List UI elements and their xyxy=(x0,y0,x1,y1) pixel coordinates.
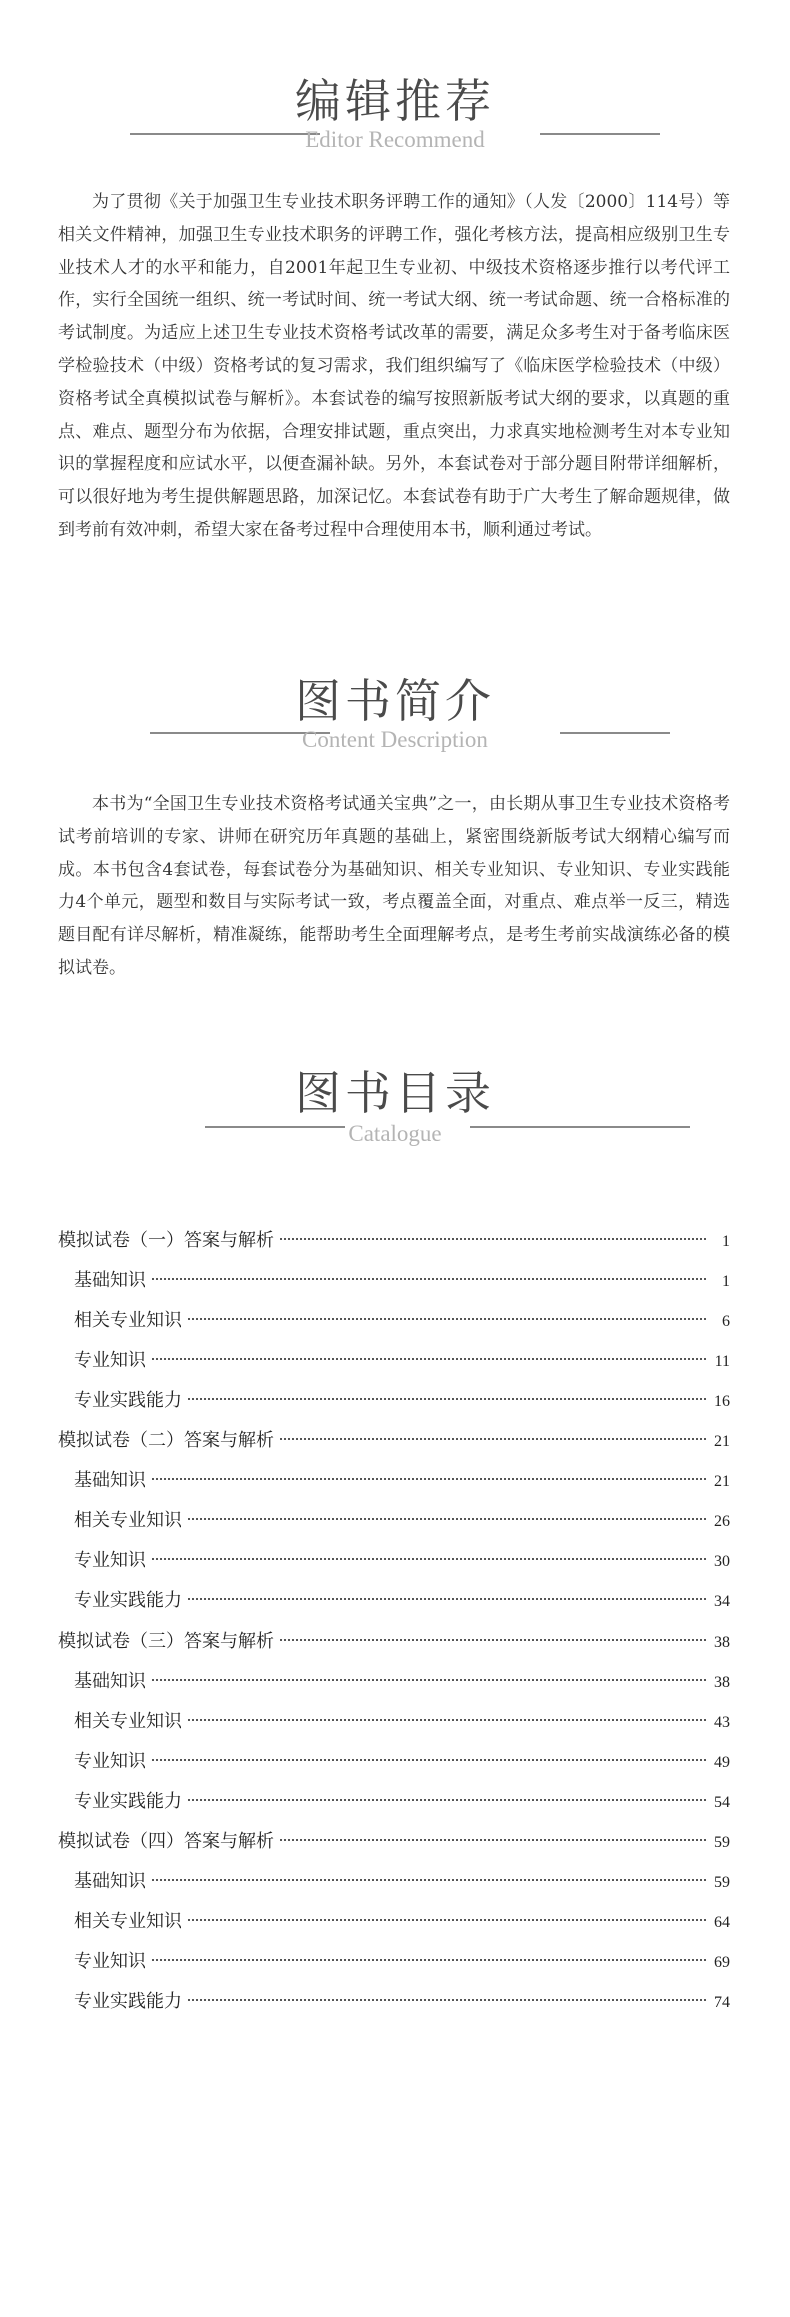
toc-leader-dots xyxy=(152,1679,706,1681)
toc-page-number: 38 xyxy=(714,1633,730,1651)
toc-leader-dots xyxy=(188,1799,706,1801)
toc-leader-dots xyxy=(280,1238,706,1240)
toc-leader-dots xyxy=(152,1558,706,1560)
toc-page-number: 64 xyxy=(714,1913,730,1931)
section-subtitle: Catalogue xyxy=(348,1121,442,1146)
toc-page-number: 6 xyxy=(722,1313,730,1331)
catalogue-header xyxy=(0,1052,790,1172)
toc-section-row xyxy=(74,1468,730,1494)
toc-leader-dots xyxy=(152,1879,706,1881)
toc-entry-label: 模拟试卷（三）答案与解析 xyxy=(58,1630,274,1652)
toc-entry-label: 模拟试卷（四）答案与解析 xyxy=(58,1830,274,1852)
toc-page-number: 11 xyxy=(714,1353,730,1371)
toc-leader-dots xyxy=(152,1759,706,1761)
toc-page-number: 30 xyxy=(714,1553,730,1571)
toc-entry-label: 基础知识 xyxy=(74,1670,146,1692)
toc-leader-dots xyxy=(152,1478,706,1480)
toc-leader-dots xyxy=(188,1518,706,1520)
toc-section-row xyxy=(74,1588,730,1614)
toc-chapter-row xyxy=(58,1829,730,1855)
toc-leader-dots xyxy=(152,1278,706,1280)
toc-leader-dots xyxy=(188,1598,706,1600)
toc-chapter-row xyxy=(58,1228,730,1254)
toc-entry-label: 模拟试卷（一）答案与解析 xyxy=(58,1230,274,1251)
toc-entry-label: 模拟试卷（二）答案与解析 xyxy=(58,1430,274,1452)
toc-leader-dots xyxy=(188,1719,706,1721)
toc-chapter-row xyxy=(58,1629,730,1655)
toc-page-number: 43 xyxy=(714,1713,730,1731)
editor-recommend-text: 为了贯彻《关于加强卫生专业技术职务评聘工作的通知》（人发〔2000〕114号）等相关文件精神，加强卫生专业技术职务的评聘工作，强化考核方法，提高相应级别卫生专业技术人才的水平和能力，自2001年起卫生专业初、中级技术资格逐步推行以考代评工作，实行全国统一组织、统一考试时间、统一考试大纲、统一考试命题、统一合格标准的考试制度。为适应上述卫生专业技术资格考试改革的需要，满足众多考生对于备考临床医学检验技术（中级）资格考试的复习需求，我们组织编写了《临床医学检验技术（中级）资格考试全真模拟试卷与解析》。本套试卷的编写按照新版考试大纲的要求，以真题的重点、难点、题型分布为依据，合理安排试题，重点突出，力求真实地检测考生对本专业知识的掌握程度和应试水平，以便查漏补缺。另外，本套试卷对于部分题目附带详细解析，可以很好地为考生提供解题思路，加深记忆。本套试卷有助于广大考生了解命题规律，做到考前有效冲刺，希望大家在备考过程中合理使用本书，顺利通过考试。 xyxy=(58,192,730,540)
toc-page-number: 21 xyxy=(714,1473,730,1491)
toc-leader-dots xyxy=(188,1318,706,1320)
toc-leader-dots xyxy=(188,1919,706,1921)
toc-leader-dots xyxy=(188,1999,706,2001)
toc-chapter-row xyxy=(58,1428,730,1454)
toc-entry-label: 基础知识 xyxy=(74,1470,146,1492)
section-title: 图书简介 xyxy=(295,674,495,728)
toc-section-row xyxy=(74,1869,730,1895)
toc-page-number: 69 xyxy=(714,1953,730,1971)
toc-section-row xyxy=(74,1669,730,1695)
toc-leader-dots xyxy=(280,1438,706,1440)
toc-page-number: 49 xyxy=(714,1753,730,1771)
toc-page-number: 1 xyxy=(722,1233,730,1250)
toc-leader-dots xyxy=(188,1398,706,1400)
toc-leader-dots xyxy=(280,1839,706,1841)
toc-section-row xyxy=(74,1388,730,1414)
toc-section-row xyxy=(74,1749,730,1775)
toc-page-number: 54 xyxy=(714,1793,730,1811)
toc-entry-label: 相关专业知识 xyxy=(74,1310,182,1332)
toc-page-number: 59 xyxy=(714,1873,730,1891)
toc-page-number: 16 xyxy=(714,1393,730,1411)
toc-section-row xyxy=(74,1308,730,1334)
toc-entry-label: 相关专业知识 xyxy=(74,1910,182,1932)
toc-section-row xyxy=(74,1548,730,1574)
toc-entry-label: 相关专业知识 xyxy=(74,1510,182,1532)
toc-page-number: 74 xyxy=(714,1993,730,2011)
toc-entry-label: 专业知识 xyxy=(74,1550,146,1572)
toc-section-row xyxy=(74,1508,730,1534)
toc-entry-label: 专业实践能力 xyxy=(74,1590,182,1612)
content-description-header xyxy=(0,670,790,790)
toc-leader-dots xyxy=(152,1959,706,1961)
toc-entry-label: 基础知识 xyxy=(74,1270,146,1292)
toc-page-number: 59 xyxy=(714,1833,730,1851)
toc-entry-label: 专业实践能力 xyxy=(74,1390,182,1412)
toc-entry-label: 专业知识 xyxy=(74,1350,146,1372)
toc-entry-label: 专业知识 xyxy=(74,1750,146,1772)
section-title: 编辑推荐 xyxy=(295,74,495,128)
toc-page-number: 1 xyxy=(722,1273,730,1291)
toc-page-number: 21 xyxy=(714,1433,730,1451)
toc-page-number: 38 xyxy=(714,1673,730,1691)
toc-section-row xyxy=(74,1709,730,1735)
toc-entry-label: 相关专业知识 xyxy=(74,1710,182,1732)
section-title: 图书目录 xyxy=(295,1066,495,1120)
section-subtitle: Editor Recommend xyxy=(305,127,485,152)
toc-leader-dots xyxy=(152,1358,706,1360)
content-description-text: 本书为“全国卫生专业技术资格考试通关宝典”之一，由长期从事卫生专业技术资格考试考前培训的专家、讲师在研究历年真题的基础上，紧密围绕新版考试大纲精心编写而成。本书包含4套试卷，每套试卷分为基础知识、相关专业知识、专业知识、专业实践能力4个单元，题型和数目与实际考试一致，考点覆盖全面，对重点、难点举一反三，精选题目配有详尽解析，精准凝练，能帮助考生全面理解考点，是考生考前实战演练必备的模拟试卷。 xyxy=(58,794,730,978)
toc-section-row xyxy=(74,1789,730,1815)
toc-page-number: 34 xyxy=(714,1593,730,1611)
toc-entry-label: 专业实践能力 xyxy=(74,1990,182,2012)
toc-section-row xyxy=(74,1909,730,1935)
section-subtitle: Content Description xyxy=(302,727,488,752)
toc-section-row xyxy=(74,1949,730,1975)
editor-recommend-header xyxy=(0,70,790,190)
toc-entry-label: 专业实践能力 xyxy=(74,1790,182,1812)
toc-section-row xyxy=(74,1268,730,1294)
toc-entry-label: 基础知识 xyxy=(74,1870,146,1892)
toc-section-row xyxy=(74,1348,730,1374)
toc-section-row xyxy=(74,1989,730,2015)
toc-leader-dots xyxy=(280,1639,706,1641)
toc-entry-label: 专业知识 xyxy=(74,1950,146,1972)
toc-page-number: 26 xyxy=(714,1513,730,1531)
